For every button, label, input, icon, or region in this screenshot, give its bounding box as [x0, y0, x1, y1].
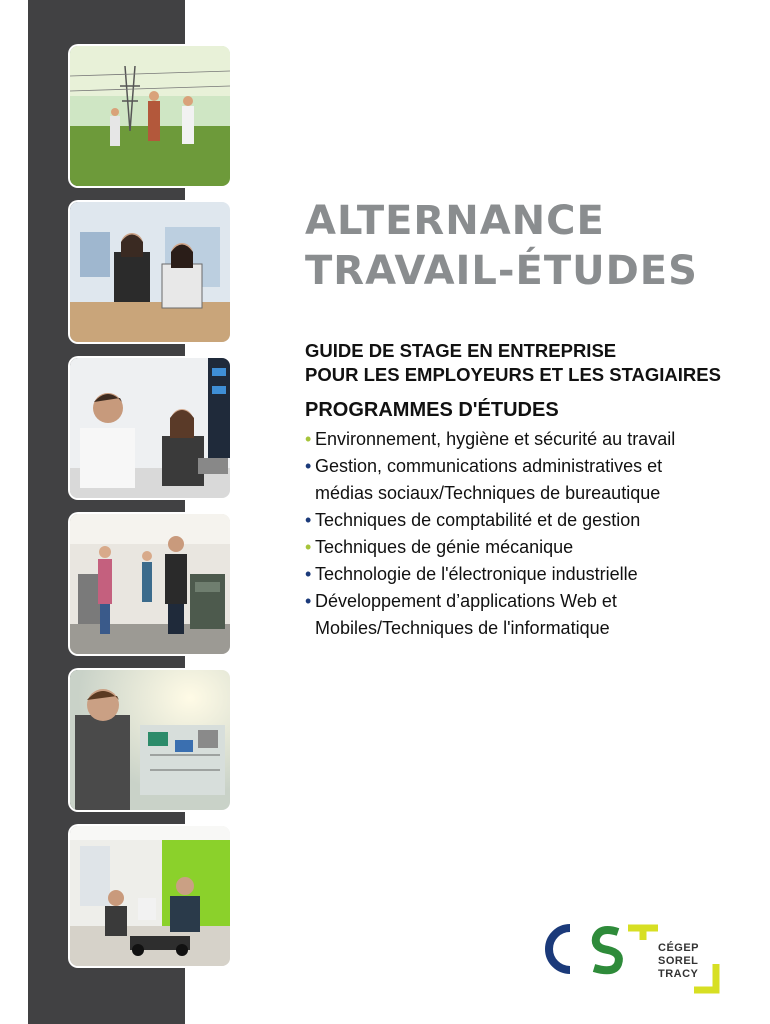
cegep-logo [540, 920, 730, 1000]
cst-logo-mark-icon [540, 920, 730, 1000]
bullet-icon: • [305, 429, 312, 449]
program-item [305, 588, 745, 642]
logo-line-3: TRACY [658, 968, 699, 980]
page-left-margin [0, 0, 28, 1024]
program-line: médias sociaux/Techniques de bureautique [315, 483, 661, 503]
bullet-icon: • [305, 510, 312, 530]
programs-heading: PROGRAMMES D'ÉTUDES [305, 399, 559, 421]
program-line: Développement d’applications Web et [315, 591, 617, 611]
program-line: Gestion, communications administratives et [315, 456, 663, 476]
program-line: Technologie de l'électronique industrielle [315, 564, 638, 584]
logo-wordmark [658, 942, 699, 981]
photo-mechanical-workshop [70, 514, 230, 654]
cover-title [305, 196, 698, 296]
photo-electronics-lab [70, 670, 230, 810]
bullet-icon: • [305, 537, 312, 557]
photo-field-workers [70, 46, 230, 186]
bullet-icon: • [305, 591, 312, 611]
photo-computer-lab [70, 826, 230, 966]
cover-title-line-1: ALTERNANCE [305, 198, 605, 244]
cover-subtitle-line-2: POUR LES EMPLOYEURS ET LES STAGIAIRES [305, 364, 721, 385]
program-item [305, 507, 745, 534]
program-item [305, 426, 745, 453]
cover-subtitle [305, 339, 721, 387]
program-item [305, 453, 745, 507]
program-line: Techniques de génie mécanique [315, 537, 574, 557]
program-line: Environnement, hygiène et sécurité au travail [315, 429, 676, 449]
photo-tech-presentation [70, 358, 230, 498]
photo-office-students [70, 202, 230, 342]
program-item [305, 561, 745, 588]
bullet-icon: • [305, 456, 312, 476]
bullet-icon: • [305, 564, 312, 584]
program-line: Techniques de comptabilité et de gestion [315, 510, 641, 530]
logo-line-2: SOREL [658, 955, 699, 967]
program-line: Mobiles/Techniques de l'informatique [315, 618, 610, 638]
cover-title-line-2: TRAVAIL-ÉTUDES [305, 248, 698, 294]
cover-subtitle-line-1: GUIDE DE STAGE EN ENTREPRISE [305, 340, 617, 361]
logo-line-1: CÉGEP [658, 942, 700, 954]
programs-list [305, 426, 745, 642]
program-item [305, 534, 745, 561]
